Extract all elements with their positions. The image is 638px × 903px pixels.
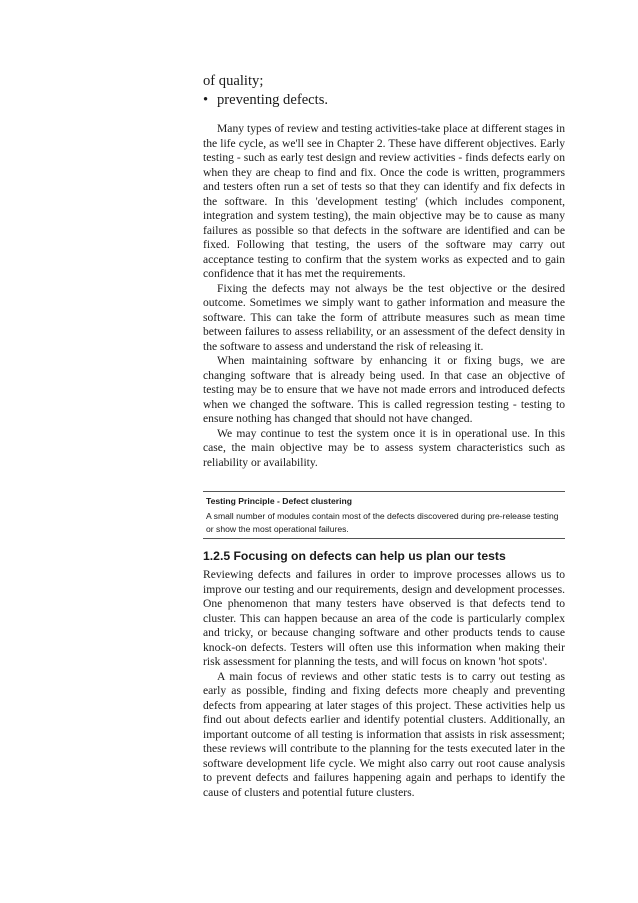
body-paragraph: Fixing the defects may not always be the test objective or the desired outcome. Sometimes we simply want to gather information and measure the software. This can take the form of attribute measures such as mean time between failures to assess reliability, or an assessment of the defect density in the software to assess and understand the risk of releasing it. (203, 281, 565, 353)
body-paragraph: Many types of review and testing activities-take place at different stages in the life cycle, as we'll see in Chapter 2. These have different objectives. Early testing - such as early test design and review activities - finds defects early on when they are cheap to find and fix. Once the code is written, programmers and testers often run a set of tests so that they can identify and fix defects in the software. In this 'development testing' (which includes component, integration and system testing), the main objective may be to cause as many failures as possible so that defects in the software are identified and can be fixed. Following that testing, the users of the software may carry out acceptance testing to confirm that the system works as expected and to gain confidence that it has met the requirements. (203, 122, 565, 280)
section-paragraph: Reviewing defects and failures in order to improve processes allows us to improve our testing and our requirements, design and development processes. One phenomenon that many testers have observed is that defects tend to cluster. This can happen because an area of the code is particularly complex and tricky, or because changing software and other products tends to cause knock-on defects. Testers will often use this information when making their risk assessment for planning the tests, and will focus on known 'hot spots'. (203, 568, 565, 668)
page-content (203, 72, 565, 800)
bullet-text: preventing defects. (217, 92, 329, 108)
bullet-item (203, 91, 565, 110)
body-paragraph: We may continue to test the system once it is in operational use. In this case, the main objective may be to assess system characteristics such as reliability or availability. (203, 426, 565, 469)
section-paragraph: A main focus of reviews and other static tests is to carry out testing as early as possible, finding and fixing defects more cheaply and preventing defects from appearing at later stages of this project. These activities help us find out about defects earlier and identify potential clusters. Additionally, an important outcome of all testing is information that assists in risk assessment; these reviews will contribute to the planning for the tests executed later in the software development life cycle. We might also carry out root cause analysis to prevent defects and failures happening again and perhaps to identify the cause of clusters and potential future clusters. (203, 669, 565, 799)
intro-line: of quality; (203, 73, 264, 89)
bullet-icon: • (203, 92, 209, 108)
section-heading: 1.2.5 Focusing on defects can help us plan our tests (203, 549, 506, 563)
testing-principle-box (203, 491, 565, 539)
principle-title: Testing Principle - Defect clustering (206, 496, 352, 506)
body-paragraph: When maintaining software by enhancing it or fixing bugs, we are changing software that is already being used. In that case an objective of testing may be to ensure that we have not made errors and introduced defects when we changed the software. This is called regression testing - testing to ensure nothing has changed that should not have changed. (203, 354, 565, 425)
principle-text: A small number of modules contain most of the defects discovered during pre-release testing or show the most operational failures. (206, 511, 559, 534)
